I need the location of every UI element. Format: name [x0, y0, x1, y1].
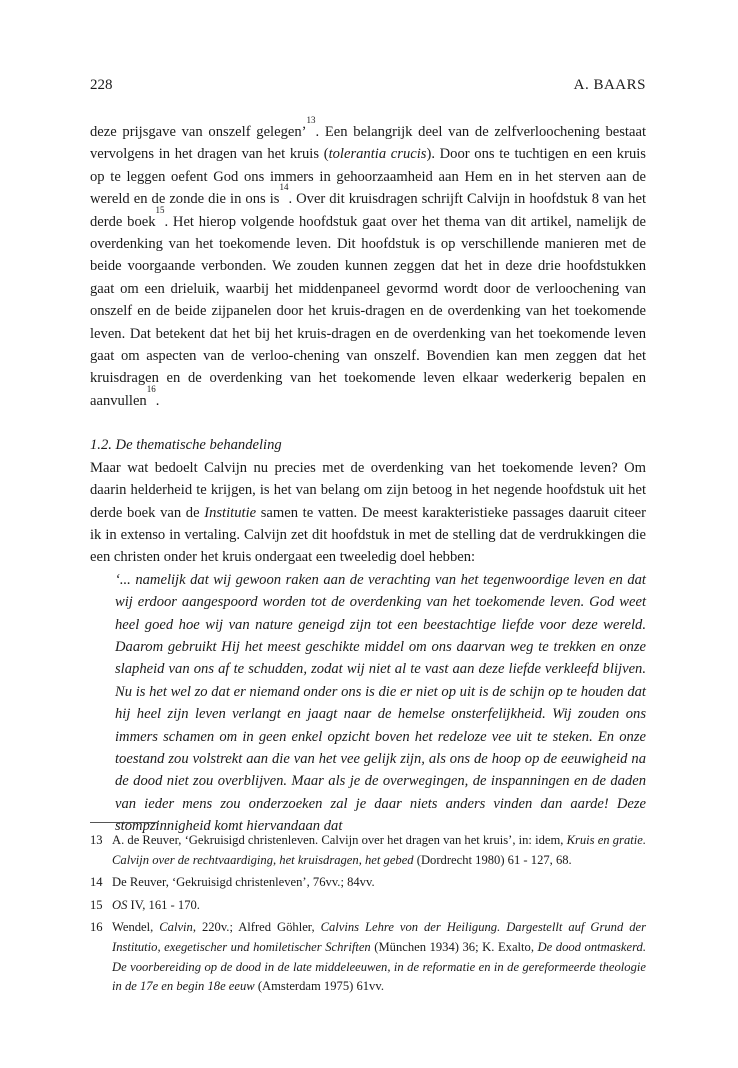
text-run: , 220v.; Alfred Göhler,: [192, 920, 321, 935]
text-run: ). Door ons te tuchtigen en een kruis op te leggen oefent God ons immers in gehoorzaamheid aan Hem en in het sterven aan de wereld en de zonde die in ons is: [90, 146, 646, 208]
footnote-number: 13: [90, 833, 103, 847]
text-run: . Het hierop volgende hoofdstuk gaat over het thema van dit artikel, namelijk de overdenking van het toekomende leven. Dit hoofdstuk is op verschillende manieren met de beide voorgaande verbonden. We zouden kunnen zeggen dat het in deze drie hoofdstukken gaat om een drieluik, waarbij het middenpaneel gevormd wordt door de verloochening van onszelf en de beide zijpanelen door het kruis-dragen en de overdenking van het toekomende leven. Dat betekent dat het bij het kruis-dragen en de overdenking van het toekomende leven gaat om aspecten van de verloo-chening van onszelf. Bovendien kan men zeggen dat het kruisdragen en de overdenking van het toekomende leven elkaar wederkerig bepalen en aanvullen: [90, 213, 646, 409]
text-run: (München 1934) 36; K. Exalto,: [370, 939, 538, 954]
italic-title: Calvins Lehre von der Heiligung. Dargestellt auf Grund der Institutio, exegetischer und homiletischer Schriften: [112, 920, 646, 954]
text-run: Maar wat bedoelt Calvijn nu precies met de overdenking van het toekomende leven? Om daarin helderheid te krijgen, is het van belang om zijn betoog in het negende hoofdstuk uit het derde boek van de: [90, 459, 646, 521]
italic-term: Institutie: [204, 504, 257, 521]
footnote-15: [90, 896, 646, 916]
page-header: [90, 77, 646, 97]
text-run: deze prijsgave van onszelf gelegen’: [90, 124, 307, 140]
italic-title: Calvin: [159, 920, 193, 935]
text-run: . Over dit kruisdragen schrijft Calvijn in hoofdstuk 8 van het derde boek: [90, 191, 646, 230]
text-run: .: [155, 392, 160, 409]
text-run: Wendel,: [112, 920, 160, 935]
italic-title: Kruis en gratie. Calvijn over de rechtvaardiging, het kruisdragen, het gebed: [112, 833, 646, 867]
text-run: samen te vatten. De meest karakteristieke passages daaruit citeer ik in extenso in vertaling. Calvijn zet dit hoofdstuk in met de stelling dat de verdrukkingen die een christen onder het kruis ondergaat een tweeledig doel hebben:: [90, 504, 646, 566]
section-heading: 1.2. De thematische behandeling: [90, 437, 282, 454]
text-run: A. de Reuver, ‘Gekruisigd christenleven. Calvijn over het dragen van het kruis’, in: idem,: [112, 833, 567, 847]
paragraph-1: [90, 115, 646, 412]
footnote-ref-16: 16: [146, 383, 156, 394]
footnote-16: [90, 918, 646, 996]
block-quote: ‘... namelijk dat wij gewoon raken aan de verachting van het tegenwoordige leven en dat wij erdoor aangespoord worden tot de overdenking van het toekomende leven. God weet heel goed hoe wij van nature geneigd zijn tot een beestachtige liefde voor deze wereld. Daarom gebruikt Hij het meest geschikte middel om ons daarvan weg te trekken en onze slapheid van ons af te schudden, zodat wij niet al te vast aan deze liefde verkleefd blijven. Nu is het wel zo dat er niemand onder ons is die er niet op uit is de schijn op te houden dat hij heel zijn leven verlangt en jaagt naar de hemelse onsterfelijkheid. Wij zouden ons immers schamen om in geen enkel opzicht boven het redeloze vee uit te steken. En onze toestand zou volstrekt aan die van het vee gelijk zijn, als ons de hoop op de eeuwigheid na de dood niet zou overblijven. Maar als je de overwegingen, de inspanningen en de daden van ieder mens zou onderzoeken zal je daar niets anders vinden dan aarde! Deze stompzinnigheid komt hiervandaan dat: [115, 571, 646, 835]
footnote-ref-14: 14: [279, 182, 289, 193]
italic-title: De dood ontmaskerd. De voorbereiding op de dood in de late middeleeuwen, in de reformatie en in de gereformeerde theologie in de 17e en begin 18e eeuw: [112, 939, 646, 994]
text-run: IV, 161 - 170.: [127, 897, 200, 912]
page-number: 228: [90, 77, 113, 93]
text-run: . Een belangrijk deel van de zelfverloochening bestaat vervolgens in het dragen van het kruis (: [90, 124, 646, 163]
text-run: (Amsterdam 1975) 61vv.: [254, 979, 384, 994]
footnote-13: [90, 831, 646, 870]
italic-term: tolerantia crucis: [328, 146, 427, 163]
paragraph-2: [90, 457, 646, 569]
footnotes: [90, 831, 646, 1000]
footnote-number: 15: [90, 897, 103, 912]
footnote-number: 14: [90, 875, 103, 890]
footnote-ref-13: 13: [306, 115, 316, 125]
footnote-14: [90, 873, 646, 893]
footnote-separator: [90, 822, 158, 823]
footnote-number: 16: [90, 920, 103, 935]
running-head: A. BAARS: [573, 77, 646, 93]
body-text: [90, 115, 646, 838]
text-run: (Dordrecht 1980) 61 - 127, 68.: [413, 852, 572, 867]
text-run: De Reuver, ‘Gekruisigd christenleven’, 76vv.; 84vv.: [112, 875, 375, 890]
italic-title: OS: [112, 897, 128, 912]
footnote-ref-15: 15: [155, 204, 165, 215]
